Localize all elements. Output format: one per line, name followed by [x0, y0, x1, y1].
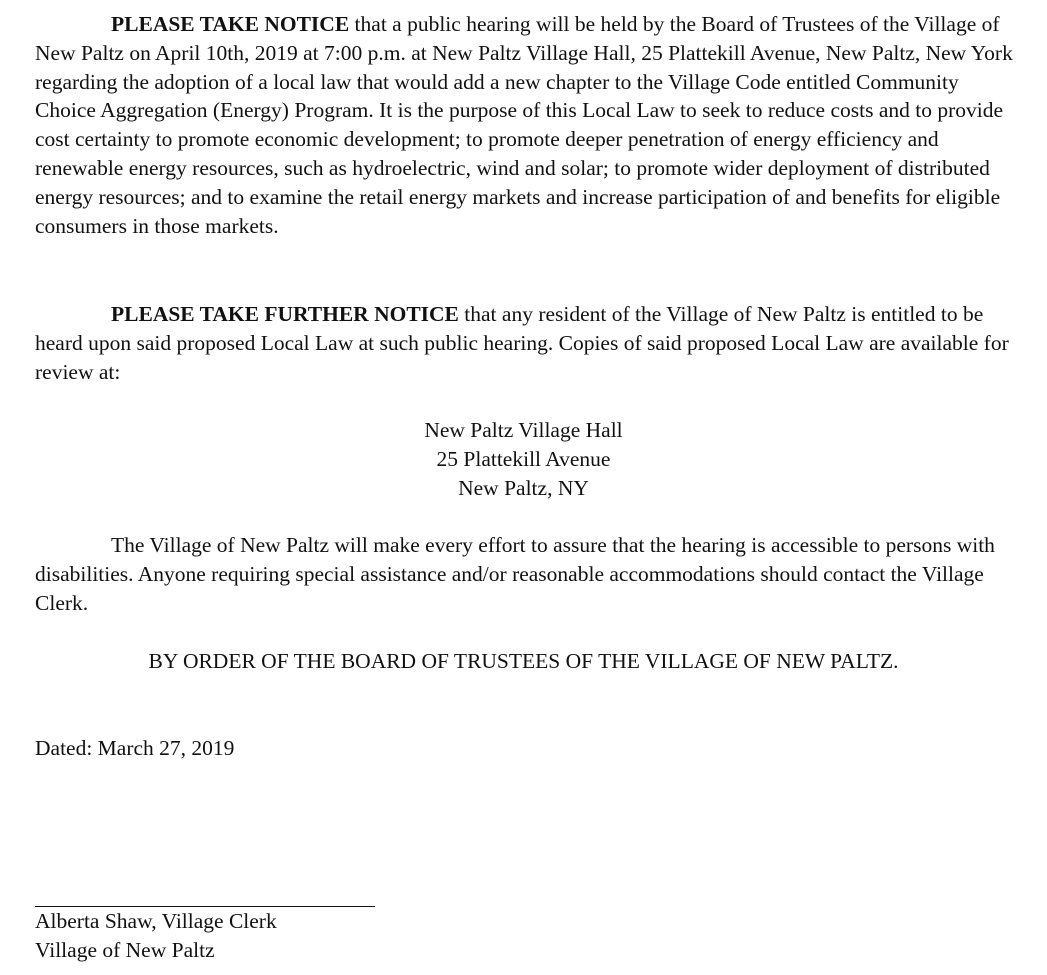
address-line-1: New Paltz Village Hall	[424, 418, 623, 442]
signature-block	[35, 907, 277, 965]
public-hearing-notice-paragraph	[35, 10, 1025, 240]
address-block	[0, 416, 1047, 502]
order-line: BY ORDER OF THE BOARD OF TRUSTEES OF THE VILLAGE OF NEW PALTZ.	[148, 649, 899, 673]
address-line-3: New Paltz, NY	[458, 475, 589, 500]
further-notice-paragraph	[35, 300, 1025, 386]
notice-lead: PLEASE TAKE NOTICE	[111, 12, 350, 36]
accessibility-paragraph: The Village of New Paltz will make every effort to assure that the hearing is accessible to persons with disabilities. Anyone requiring special assistance and/or reasonable accommodations should contact the Village Clerk.	[35, 533, 995, 615]
further-notice-lead: PLEASE TAKE FURTHER NOTICE	[111, 302, 459, 326]
signatory-organization: Village of New Paltz	[35, 937, 215, 962]
address-line-2: 25 Plattekill Avenue	[436, 446, 611, 471]
further-notice-body: that any resident of the Village of New Paltz is entitled to be heard upon said proposed Local Law at such public hearing. Copies of said proposed Local Law are available for review at:	[35, 302, 1009, 384]
signatory-name-title: Alberta Shaw, Village Clerk	[35, 909, 277, 933]
notice-body: that a public hearing will be held by the Board of Trustees of the Village of New Paltz on April 10th, 2019 at 7:00 p.m. at New Paltz Village Hall, 25 Plattekill Avenue, New Paltz, New York regarding the adoption of a local law that would add a new chapter to the Village Code entitled Community Choice Aggregation (Energy) Program. It is the purpose of this Local Law to seek to reduce costs and to provide cost certainty to promote economic development; to promote deeper penetration of energy efficiency and renewable energy resources, such as hydroelectric, wind and solar; to promote wider deployment of distributed energy resources; and to examine the retail energy markets and increase participation of and benefits for eligible consumers in those markets.	[35, 12, 1013, 238]
dated-line: Dated: March 27, 2019	[35, 736, 235, 760]
